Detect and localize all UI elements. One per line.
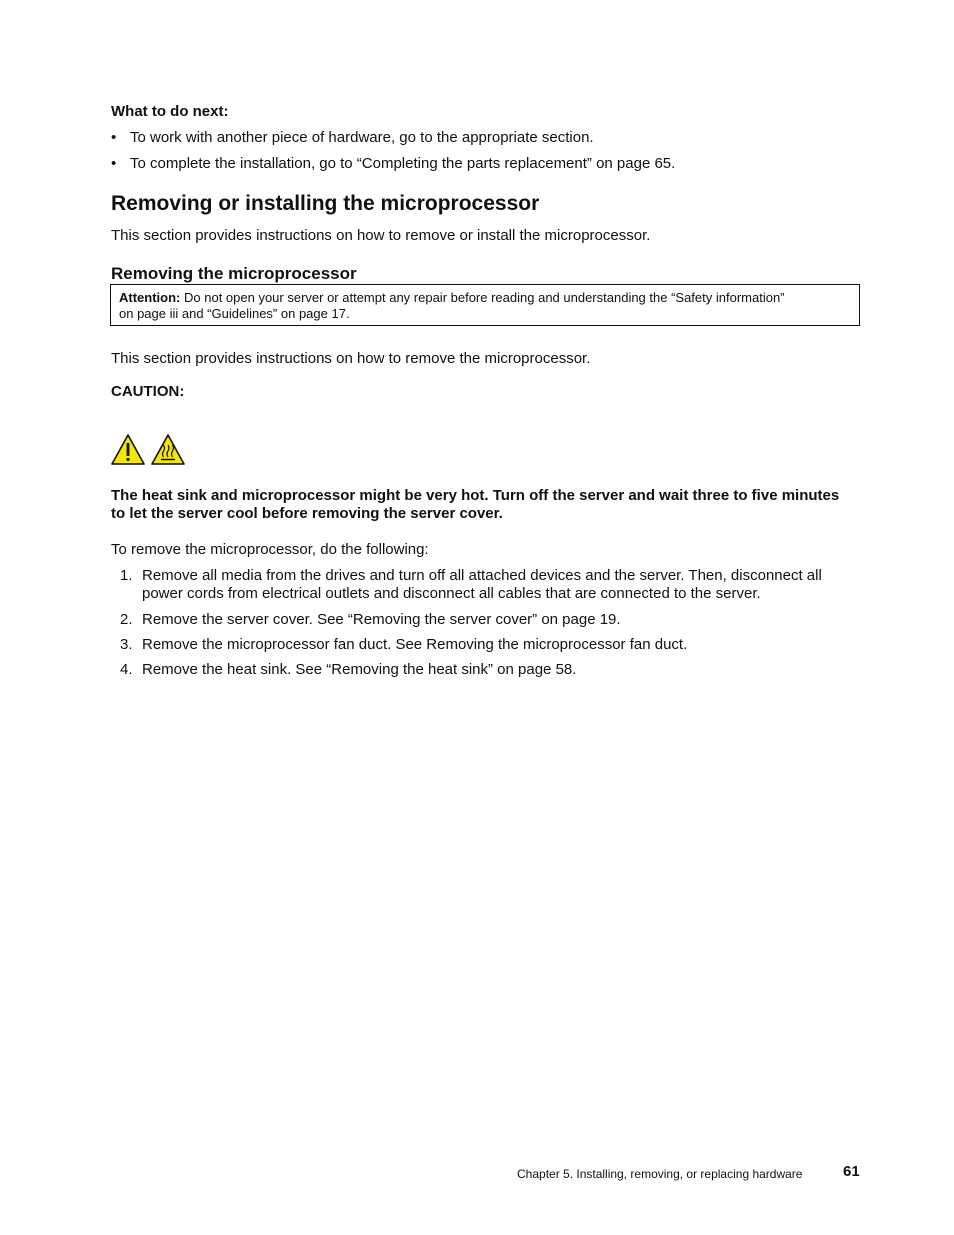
footer-chapter: Chapter 5. Installing, removing, or replacing hardware	[517, 1167, 803, 1181]
section-title: Removing or installing the microprocessor	[111, 192, 540, 215]
subsection-title: Removing the microprocessor	[111, 264, 357, 283]
bullet-text: To work with another piece of hardware, go to the appropriate section.	[130, 129, 594, 146]
bullet-marker: •	[111, 155, 117, 172]
heat-warning-line-1: The heat sink and microprocessor might be very hot. Turn off the server and wait three to five minutes	[111, 487, 840, 504]
step-text: Remove all media from the drives and turn off all attached devices and the server. Then, disconnect all	[142, 567, 822, 584]
step-text: Remove the server cover. See “Removing the server cover” on page 19.	[142, 611, 621, 628]
caution-label: CAUTION:	[111, 383, 185, 400]
bullet-marker: •	[111, 129, 117, 146]
step-text: power cords from electrical outlets and disconnect all cables that are connected to the server.	[142, 585, 761, 602]
attention-label: Attention:	[119, 290, 181, 305]
heat-warning-line-2: to let the server cool before removing the server cover.	[111, 505, 503, 522]
caution-icons	[111, 433, 191, 467]
step-text: Remove the microprocessor fan duct. See Removing the microprocessor fan duct.	[142, 636, 688, 653]
subsection-intro: This section provides instructions on how to remove the microprocessor.	[111, 350, 591, 367]
attention-line-2: on page iii and “Guidelines” on page 17.	[119, 306, 350, 321]
warning-triangle-icon	[112, 435, 144, 464]
attention-notice	[110, 284, 860, 326]
step-text: Remove the heat sink. See “Removing the heat sink” on page 58.	[142, 661, 577, 678]
section-intro: This section provides instructions on how to remove or install the microprocessor.	[111, 227, 651, 244]
step-number: 2.	[120, 611, 133, 628]
step-number: 1.	[120, 567, 133, 584]
what-next-heading: What to do next:	[111, 103, 229, 120]
steps-intro: To remove the microprocessor, do the following:	[111, 541, 429, 558]
bullet-text: To complete the installation, go to “Completing the parts replacement” on page 65.	[130, 155, 676, 172]
heat-warning	[111, 487, 839, 523]
step-number: 3.	[120, 636, 133, 653]
attention-line-1	[119, 290, 785, 306]
step-number: 4.	[120, 661, 133, 678]
page-number: 61	[843, 1163, 860, 1180]
attention-text: Do not open your server or attempt any repair before reading and understanding the “Safety information”	[184, 290, 785, 305]
hot-surface-icon	[152, 435, 184, 464]
